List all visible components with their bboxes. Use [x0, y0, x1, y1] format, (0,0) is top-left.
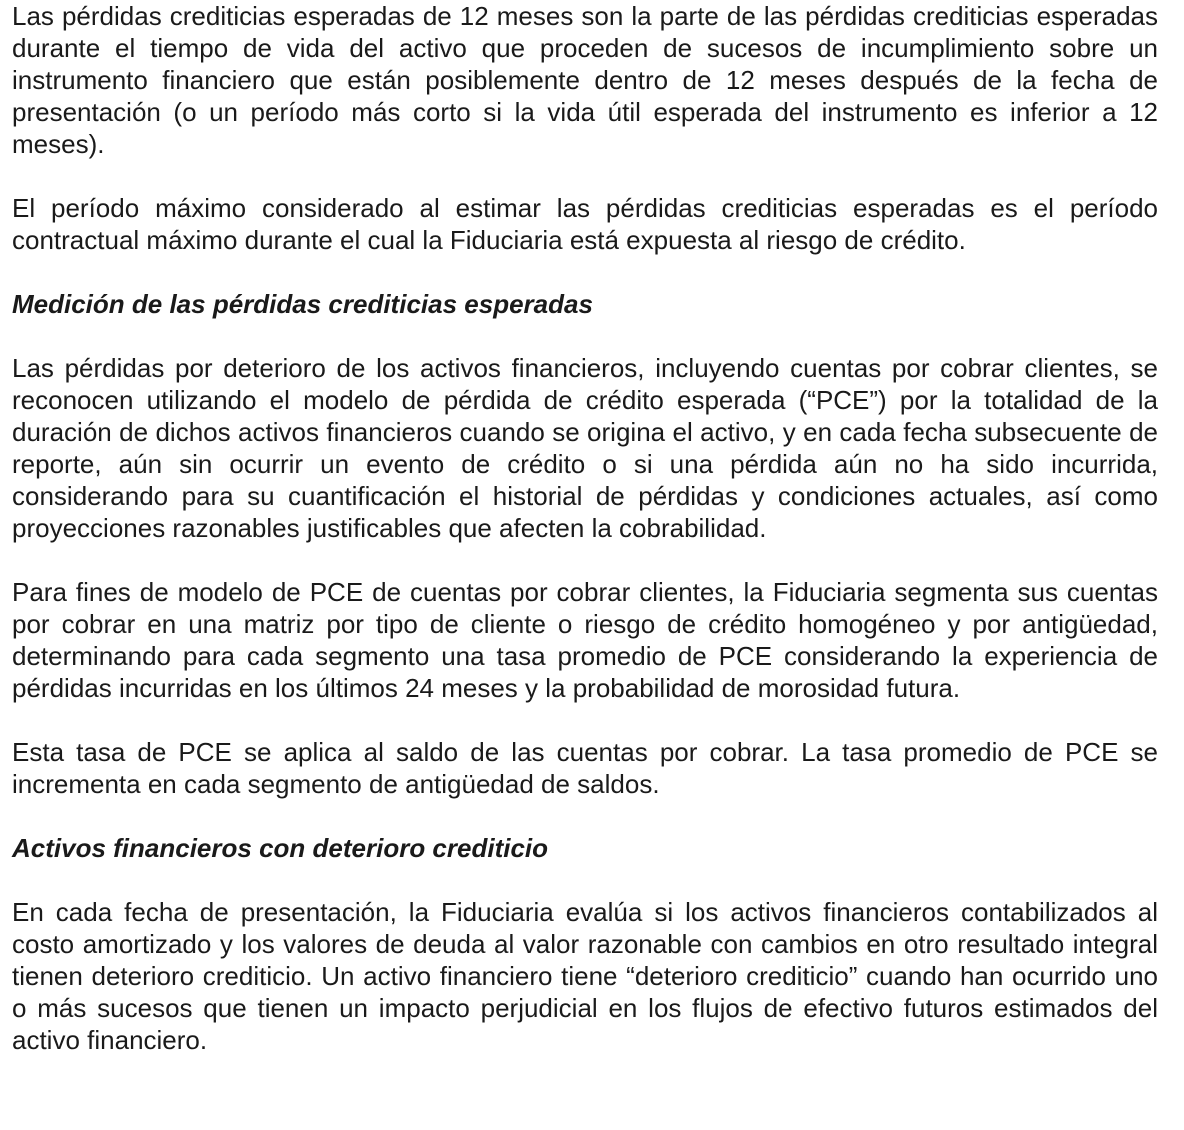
paragraph-maximum-period: El período máximo considerado al estimar las pérdidas crediticias esperadas es el período contractual máximo durante el cual la Fiduciaria está expuesta al riesgo de crédito.: [12, 193, 1158, 255]
paragraph-pce-rate: Esta tasa de PCE se aplica al saldo de las cuentas por cobrar. La tasa promedio de PCE se incrementa en cada segmento de antigüedad de saldos.: [12, 737, 1158, 799]
document-page: [12, 0, 1158, 1056]
paragraph-impairment-losses: Las pérdidas por deterioro de los activos financieros, incluyendo cuentas por cobrar clientes, se reconocen utilizando el modelo de pérdida de crédito esperada (“PCE”) por la totalidad de la duración de dichos activos financieros cuando se origina el activo, y en cada fecha subsecuente de reporte, aún sin ocurrir un evento de crédito o si una pérdida aún no ha sido incurrida, considerando para su cuantificación el historial de pérdidas y condiciones actuales, así como proyecciones razonables justificables que afecten la cobrabilidad.: [12, 353, 1158, 543]
paragraph-credit-impairment-evaluation: En cada fecha de presentación, la Fiduciaria evalúa si los activos financieros contabilizados al costo amortizado y los valores de deuda al valor razonable con cambios en otro resultado integral tienen deterioro crediticio. Un activo financiero tiene “deterioro crediticio” cuando han ocurrido uno o más sucesos que tienen un impacto perjudicial en los flujos de efectivo futuros estimados del activo financiero.: [12, 897, 1158, 1055]
heading-credit-impaired-assets: Activos financieros con deterioro crediticio: [12, 833, 549, 863]
paragraph-pce-model: Para fines de modelo de PCE de cuentas por cobrar clientes, la Fiduciaria segmenta sus cuentas por cobrar en una matriz por tipo de cliente o riesgo de crédito homogéneo y por antigüedad, determinando para cada segmento una tasa promedio de PCE considerando la experiencia de pérdidas incurridas en los últimos 24 meses y la probabilidad de morosidad futura.: [12, 577, 1158, 703]
heading-measurement: Medición de las pérdidas crediticias esperadas: [12, 289, 593, 319]
paragraph-12-month-losses: Las pérdidas crediticias esperadas de 12 meses son la parte de las pérdidas crediticias esperadas durante el tiempo de vida del activo que proceden de sucesos de incumplimiento sobre un instrumento financiero que están posiblemente dentro de 12 meses después de la fecha de presentación (o un período más corto si la vida útil esperada del instrumento es inferior a 12 meses).: [12, 1, 1158, 159]
